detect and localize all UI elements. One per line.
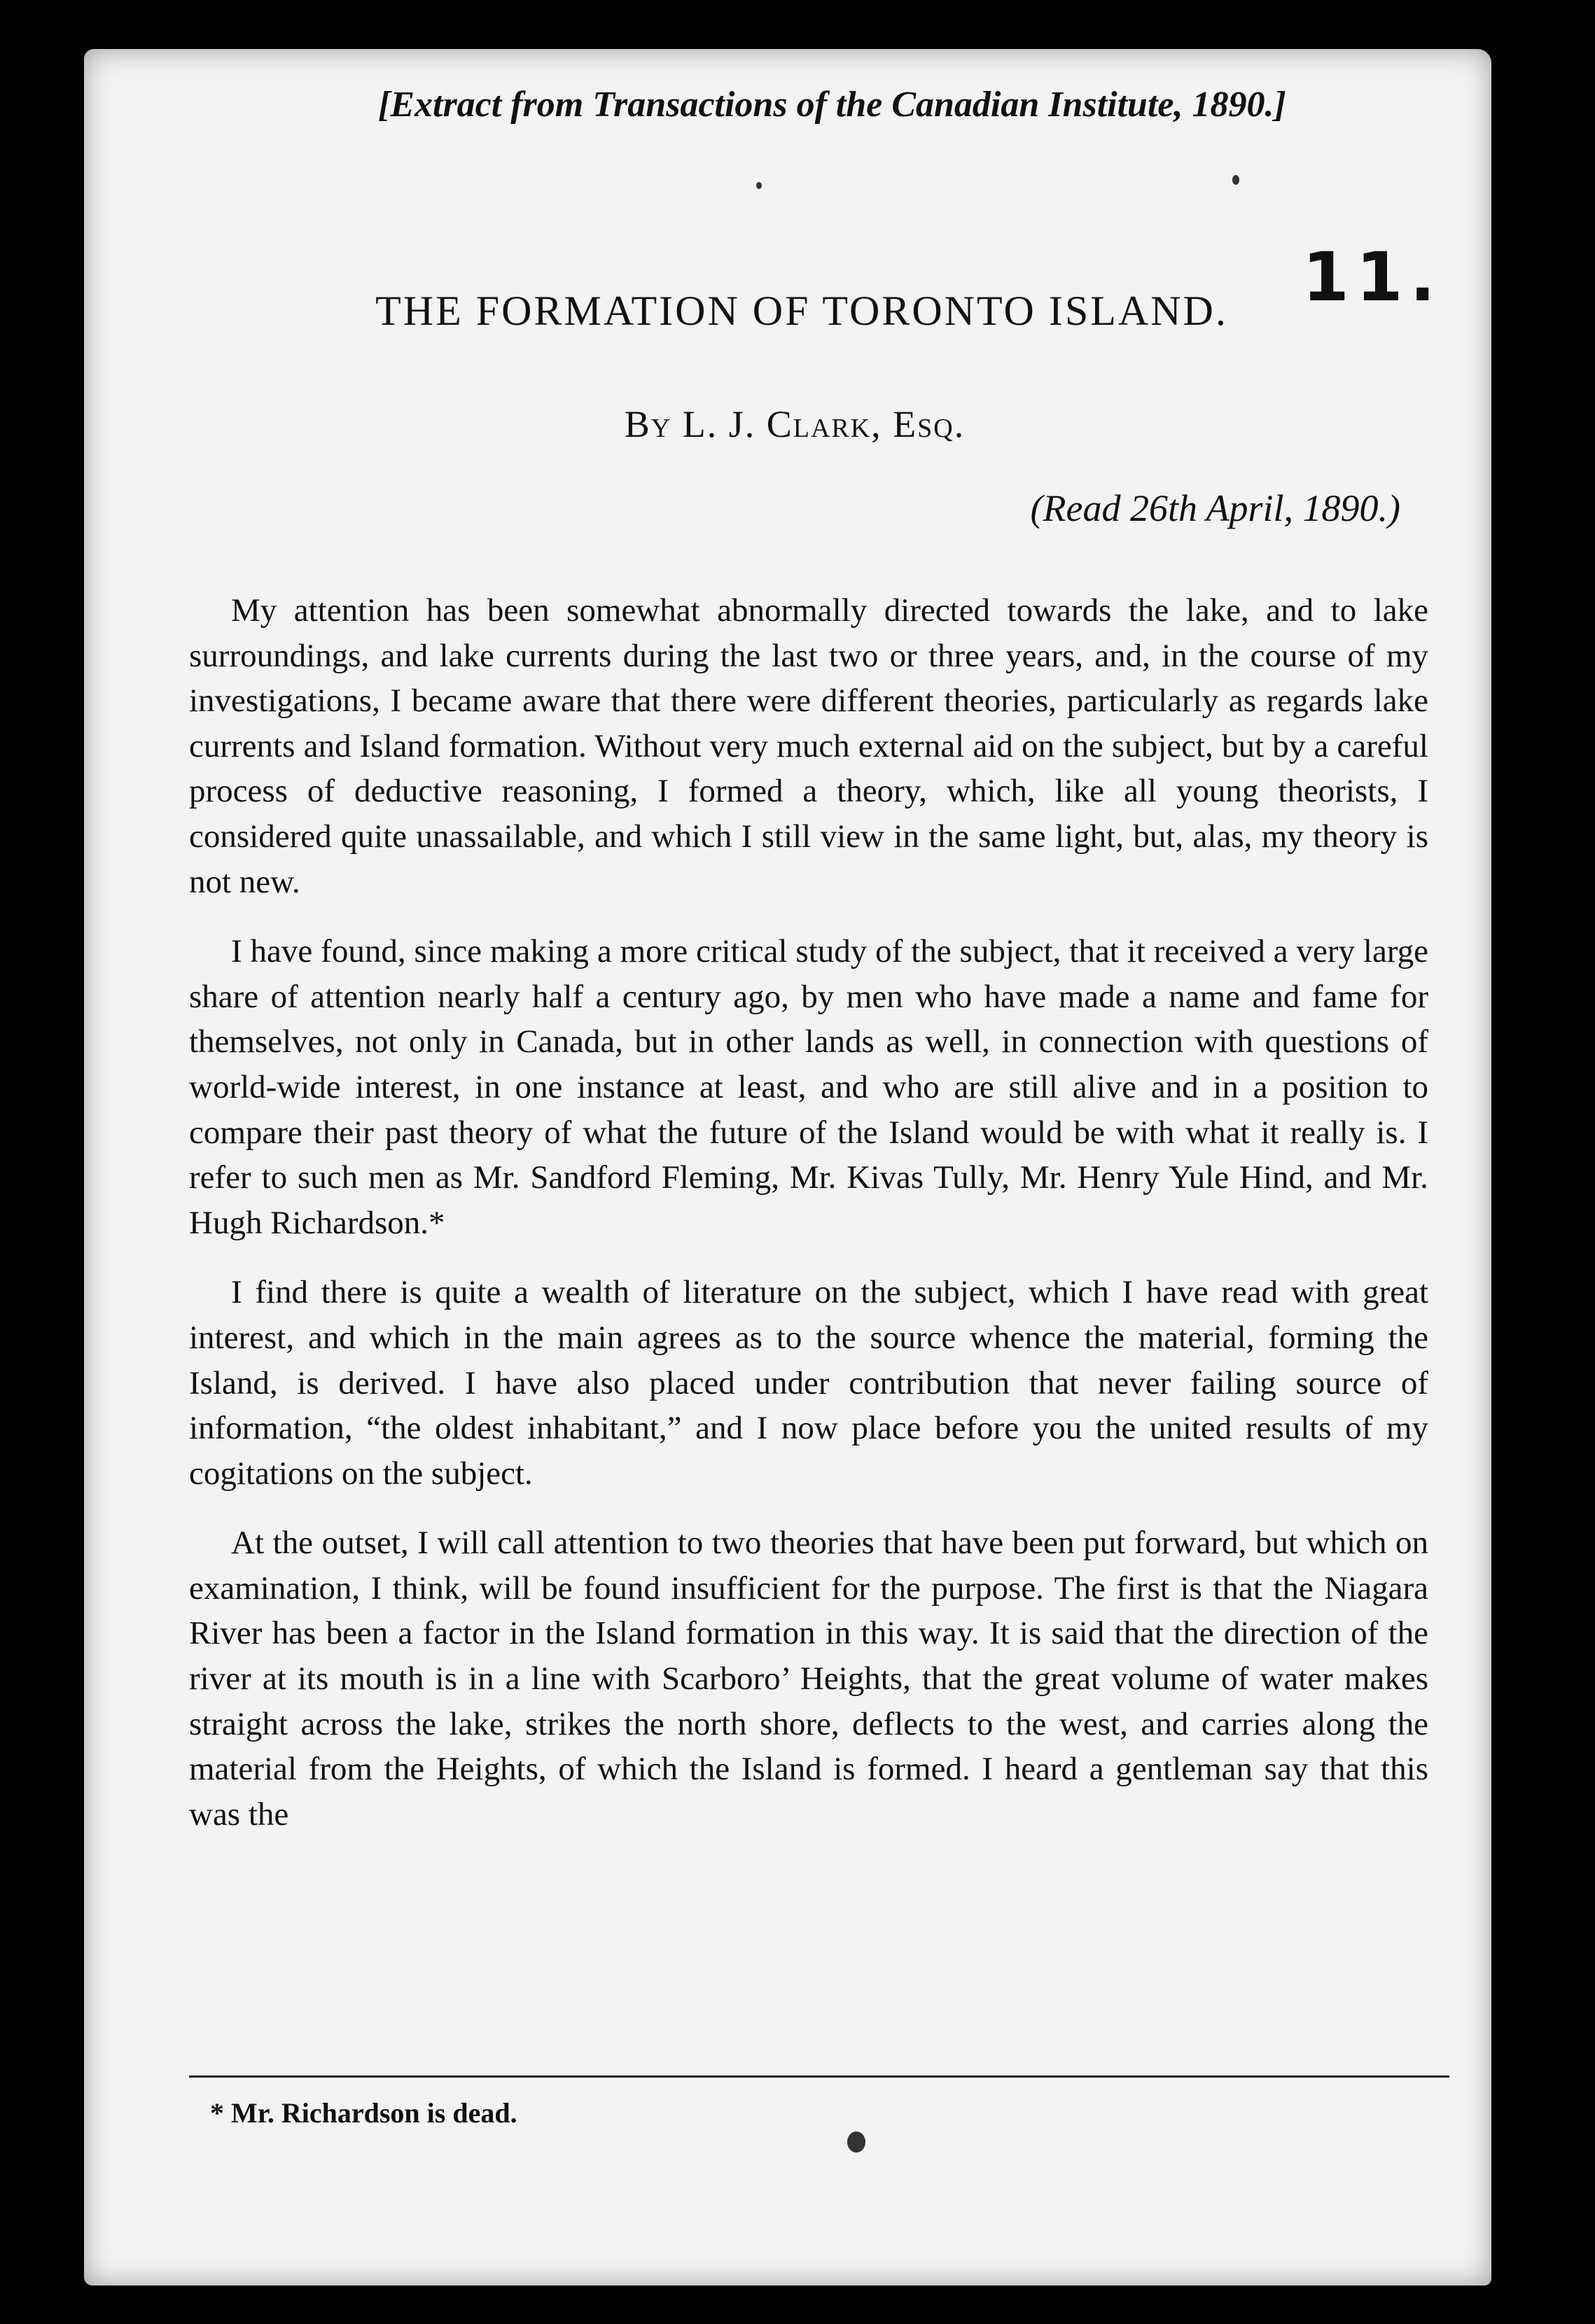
scan-speck xyxy=(847,2132,865,2152)
page-number: 11. xyxy=(1302,238,1442,316)
document-page xyxy=(84,49,1491,2286)
article-title: THE FORMATION OF TORONTO ISLAND. xyxy=(375,288,1228,334)
scan-speck xyxy=(756,182,762,189)
paragraph: At the outset, I will call attention to two theories that have been put forward, but which on examination, I think, will be found insufficient for the purpose. The first is that the Niagara River has been a factor in the Island formation in this way. It is said that the direction of the river at its mouth is in a line with Scarboro’ Heights, that the great volume of water makes straight across the lake, strikes the north shore, deflects to the west, and carries along the material from the Heights, of which the Island is formed. I heard a gentleman say that this was the xyxy=(189,1525,1428,1833)
read-date: (Read 26th April, 1890.) xyxy=(1030,487,1400,529)
article-author: By L. J. Clark, Esq. xyxy=(624,403,966,445)
footnote: * Mr. Richardson is dead. xyxy=(210,2097,517,2129)
paragraph: I find there is quite a wealth of literature on the subject, which I have read with great interest, and which in the main agrees as to the source whence the material, forming the Island, is derived. I have also placed under contribution that never failing source of information, “the oldest inhabitant,” and I now place before you the united results of my cogitations on the subject. xyxy=(189,1274,1428,1492)
header-note: [Extract from Transactions of the Canadian Institute, 1890.] xyxy=(378,85,1286,125)
paragraph: I have found, since making a more critical study of the subject, that it received a very large share of attention nearly half a century ago, by men who have made a name and fame for themselves, not only in Canada, but in other lands as well, in connection with questions of world-wide interest, in one instance at least, and who are still alive and in a position to compare their past theory of what the future of the Island would be with what it really is. I refer to such men as Mr. Sandford Fleming, Mr. Kivas Tully, Mr. Henry Yule Hind, and Mr. Hugh Richardson.* xyxy=(189,933,1428,1241)
scan-speck xyxy=(1232,175,1239,185)
paragraph: My attention has been somewhat abnormally directed towards the lake, and to lake surroundings, and lake currents during the last two or three years, and, in the course of my investigations, I became aware that there were different theories, particularly as regards lake currents and Island formation. Without very much external aid on the subject, but by a careful process of deductive reasoning, I formed a theory, which, like all young theorists, I considered quite unassailable, and which I still view in the same light, but, alas, my theory is not new. xyxy=(189,592,1428,900)
footnote-divider xyxy=(189,2076,1449,2078)
article-body xyxy=(189,588,1428,1861)
